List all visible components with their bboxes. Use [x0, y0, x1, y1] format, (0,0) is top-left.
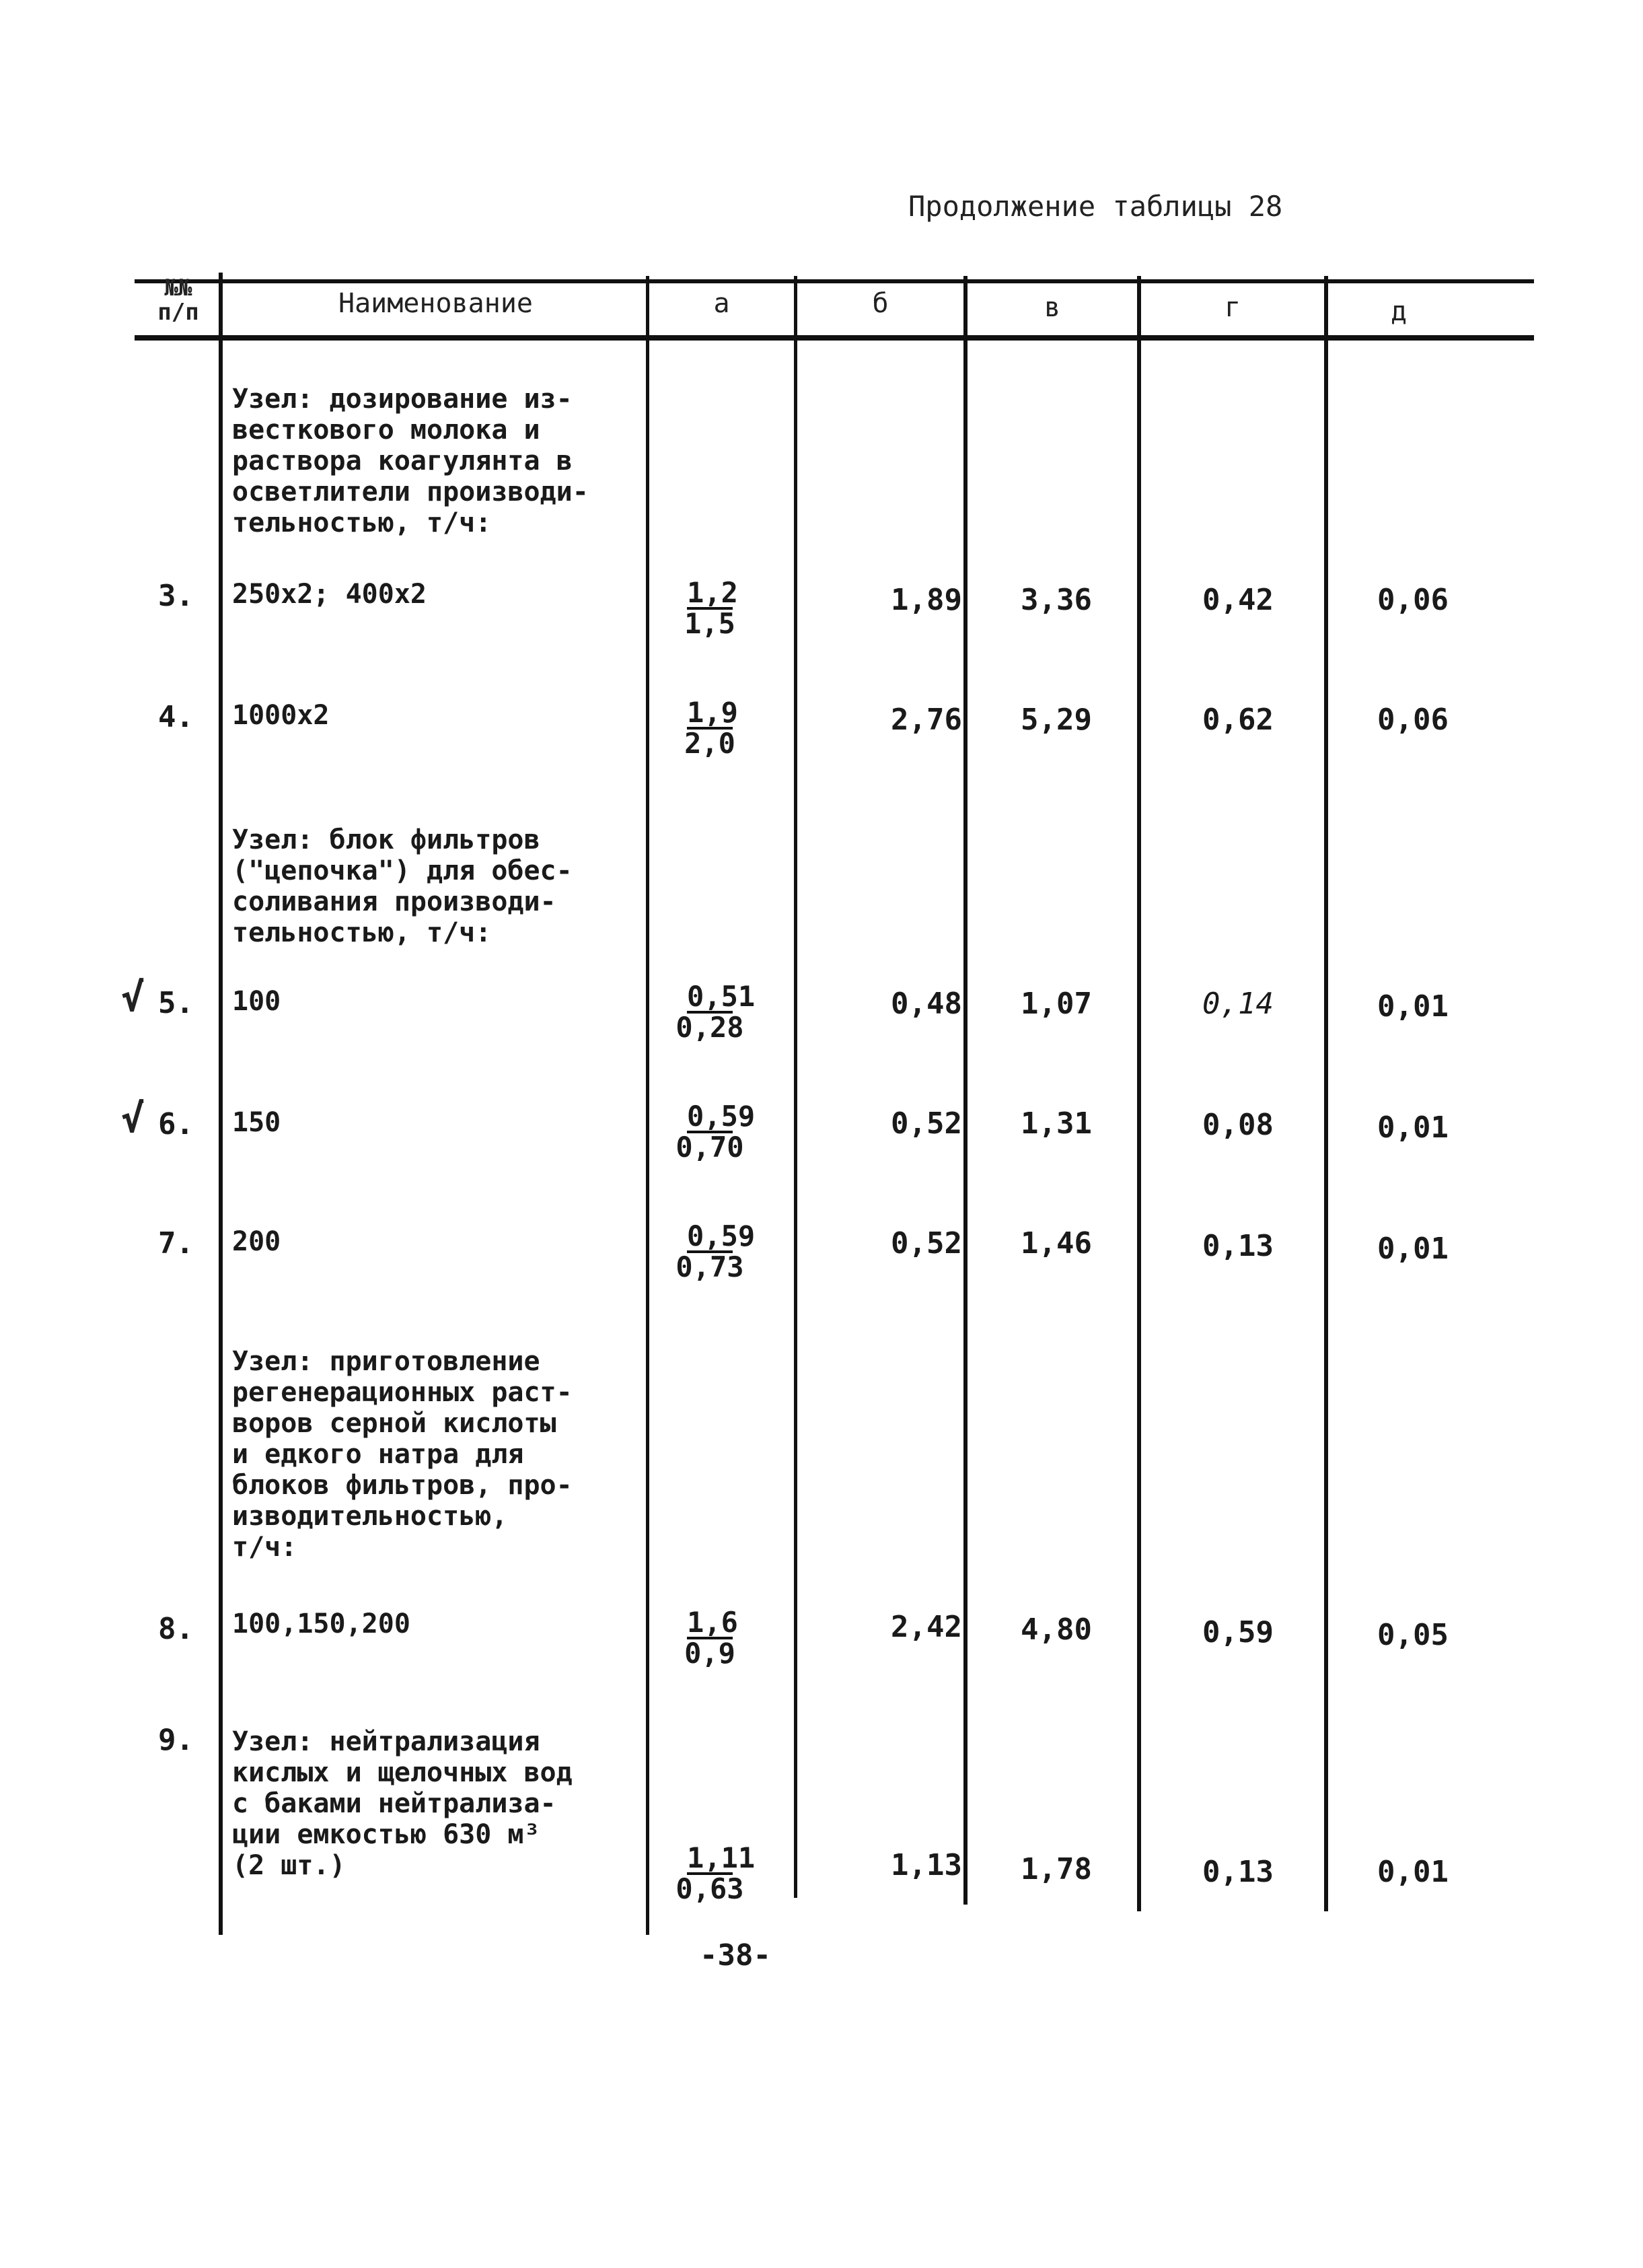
value-a-bottom: 0,28 — [676, 1011, 744, 1044]
row-name: 250х2; 400х2 — [232, 579, 427, 610]
value-v: 1,31 — [1021, 1106, 1092, 1141]
group-title-regeneration: Узел: приготовление регенерационных раст- воров серной кислоты и едкого натра для блоков фильтров, про- изводительностью, т/ч: — [232, 1346, 573, 1563]
value-a-top: 1,6 — [687, 1606, 738, 1639]
value-g: 0,14 — [1202, 987, 1274, 1021]
row-number: 6. — [158, 1107, 194, 1141]
value-d: 0,05 — [1377, 1618, 1449, 1652]
checkmark: √ — [121, 1096, 145, 1141]
value-g: 0,42 — [1202, 583, 1274, 617]
value-d: 0,06 — [1377, 583, 1449, 617]
value-a-fraction — [663, 696, 757, 760]
value-b: 0,52 — [891, 1226, 962, 1261]
table-continuation-caption: Продолжение таблицы 28 — [908, 190, 1283, 223]
row-number: 3. — [158, 579, 194, 613]
column-divider-v — [1137, 276, 1141, 1911]
group-title-dosing: Узел: дозирование из- весткового молока и раствора коагулянта в осветлители производи- тельностью, т/ч: — [232, 384, 589, 538]
value-a-top: 0,59 — [687, 1100, 756, 1133]
column-divider-name — [646, 276, 649, 1935]
value-d: 0,01 — [1377, 1855, 1449, 1889]
value-v: 4,80 — [1021, 1613, 1092, 1647]
value-a-top: 0,51 — [687, 980, 756, 1013]
value-g: 0,13 — [1202, 1855, 1274, 1889]
value-g: 0,62 — [1202, 703, 1274, 737]
value-a-fraction — [663, 576, 757, 640]
value-a-bottom: 0,63 — [676, 1872, 744, 1905]
value-a-bottom: 0,9 — [684, 1637, 735, 1670]
value-a-top: 1,11 — [687, 1841, 756, 1874]
header-b: б — [872, 288, 889, 319]
value-d: 0,01 — [1377, 1232, 1449, 1266]
header-num: №№ п/п — [157, 275, 199, 326]
value-a-top: 1,2 — [687, 576, 738, 609]
page-number: -38- — [700, 1938, 771, 1973]
value-d: 0,06 — [1377, 703, 1449, 737]
value-g: 0,59 — [1202, 1615, 1274, 1650]
value-g: 0,13 — [1202, 1229, 1274, 1263]
group-title-filter-block: Узел: блок фильтров ("цепочка") для обес- соливания производи- тельностью, т/ч: — [232, 824, 573, 948]
value-v: 1,46 — [1021, 1226, 1092, 1261]
row-name: 100 — [232, 986, 281, 1017]
value-a-fraction — [663, 1841, 757, 1905]
row-name: 150 — [232, 1107, 281, 1138]
checkmark: √ — [121, 974, 145, 1020]
value-a-bottom: 2,0 — [684, 727, 735, 760]
value-a-bottom: 0,73 — [676, 1250, 744, 1283]
header-name: Наименование — [338, 288, 533, 319]
row-number: 9. — [158, 1723, 194, 1757]
column-divider-a — [794, 276, 797, 1898]
value-b: 0,52 — [891, 1106, 962, 1141]
row-number: 5. — [158, 986, 194, 1020]
value-b: 1,89 — [891, 583, 962, 617]
value-a-fraction — [663, 1100, 757, 1164]
value-a-bottom: 1,5 — [684, 607, 735, 640]
value-b: 2,76 — [891, 703, 962, 737]
value-a-fraction — [663, 1219, 757, 1283]
row-number: 8. — [158, 1612, 194, 1646]
row-number: 7. — [158, 1226, 194, 1261]
value-d: 0,01 — [1377, 989, 1449, 1024]
column-divider-b — [963, 276, 967, 1905]
row-name: 100,150,200 — [232, 1608, 410, 1639]
column-divider-num — [219, 273, 223, 1935]
row-name: Узел: нейтрализация кислых и щелочных вод с баками нейтрализа- ции емкостью 630 м³ (2 шт.) — [232, 1726, 573, 1881]
value-a-fraction — [663, 1606, 757, 1670]
header-g: г — [1224, 292, 1241, 323]
header-d: д — [1390, 296, 1408, 327]
value-g: 0,08 — [1202, 1108, 1274, 1142]
value-v: 1,07 — [1021, 987, 1092, 1021]
row-name: 200 — [232, 1226, 281, 1257]
value-b: 2,42 — [891, 1610, 962, 1644]
value-d: 0,01 — [1377, 1110, 1449, 1145]
row-name: 1000х2 — [232, 700, 330, 731]
column-divider-g — [1324, 276, 1328, 1911]
value-b: 1,13 — [891, 1848, 962, 1882]
value-a-top: 0,59 — [687, 1219, 756, 1252]
header-v: в — [1044, 292, 1061, 323]
value-v: 1,78 — [1021, 1852, 1092, 1886]
value-v: 3,36 — [1021, 583, 1092, 617]
value-v: 5,29 — [1021, 703, 1092, 737]
value-b: 0,48 — [891, 987, 962, 1021]
value-a-fraction — [663, 980, 757, 1044]
value-a-top: 1,9 — [687, 696, 738, 729]
header-a: а — [713, 288, 730, 319]
row-number: 4. — [158, 700, 194, 734]
value-a-bottom: 0,70 — [676, 1131, 744, 1164]
